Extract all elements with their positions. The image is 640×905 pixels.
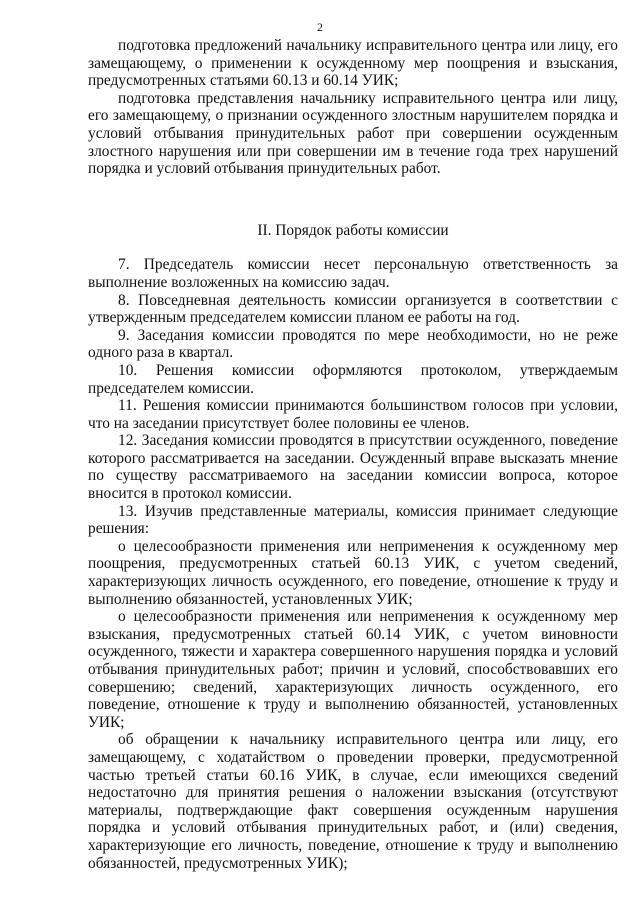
paragraph-12: 12. Заседания комиссии проводятся в присутствии осужденного, поведение которого рассматривается на заседании. Осужденный вправе высказать мнение по существу рассматриваемого на заседании комиссии вопроса, которое вносится в протокол комиссии. [88,432,618,503]
paragraph-7: 7. Председатель комиссии несет персональную ответственность за выполнение возложенных на комиссию задач. [88,256,618,291]
paragraph-13: 13. Изучив представленные материалы, комиссия принимает следующие решения: [88,502,618,538]
list-item: о целесообразности применения или неприменения к осужденному мер взыскания, предусмотренных статьей 60.14 УИК, с учетом виновности осужденного, тяжести и характера совершенного нарушения порядка и условий отбывания принудительных работ; причин и условий, способствовавших его совершению; сведений, характеризующих личность осужденного, его поведение, отношение к труду и выполнению обязанностей, установленных УИК; [88,608,618,731]
section-heading: II. Порядок работы комиссии [257,221,449,239]
paragraph-10: 10. Решения комиссии оформляются протоколом, утверждаемым председателем комиссии. [88,361,618,397]
list-item: об обращении к начальнику исправительного центра или лицу, его замещающему, с ходатайством о проведении проверки, предусмотренной частью третьей статьи 60.16 УИК, в случае, если имеющихся сведений недостаточно для принятия решения о наложении взыскания (отсутствуют материалы, подтверждающие факт совершения осужденным нарушения порядка и условий отбывания принудительных работ, и (или) сведения, характеризующие его личность, поведение, отношение к труду и выполнению обязанностей, предусмотренных УИК); [88,731,618,872]
paragraph-9: 9. Заседания комиссии проводятся по мере необходимости, но не реже одного раза в квартал. [88,326,618,362]
paragraph: подготовка представления начальнику исправительного центра или лицу, его замещающему, о признании осужденного злостным нарушителем порядка и условий отбывания принудительных работ при совершении осужденным злостного нарушения или при совершении им в течение года трех нарушений порядка и условий отбывания принудительных работ. [88,89,618,178]
document-body [88,37,618,872]
paragraph: подготовка предложений начальнику исправительного центра или лицу, его замещающему, о применении к осужденному мер поощрения и взыскания, предусмотренных статьями 60.13 и 60.14 УИК; [88,37,618,90]
paragraph-8: 8. Повседневная деятельность комиссии организуется в соответствии с утвержденным председателем комиссии планом ее работы на год. [88,291,618,327]
paragraph-11: 11. Решения комиссии принимаются большинством голосов при условии, что на заседании присутствует более половины ее членов. [88,397,618,432]
page-number: 2 [317,20,323,34]
list-item: о целесообразности применения или неприменения к осужденному мер поощрения, предусмотренных статьей 60.13 УИК, с учетом сведений, характеризующих личность осужденного, его поведение, отношение к труду и выполнению обязанностей, установленных УИК; [88,537,618,608]
